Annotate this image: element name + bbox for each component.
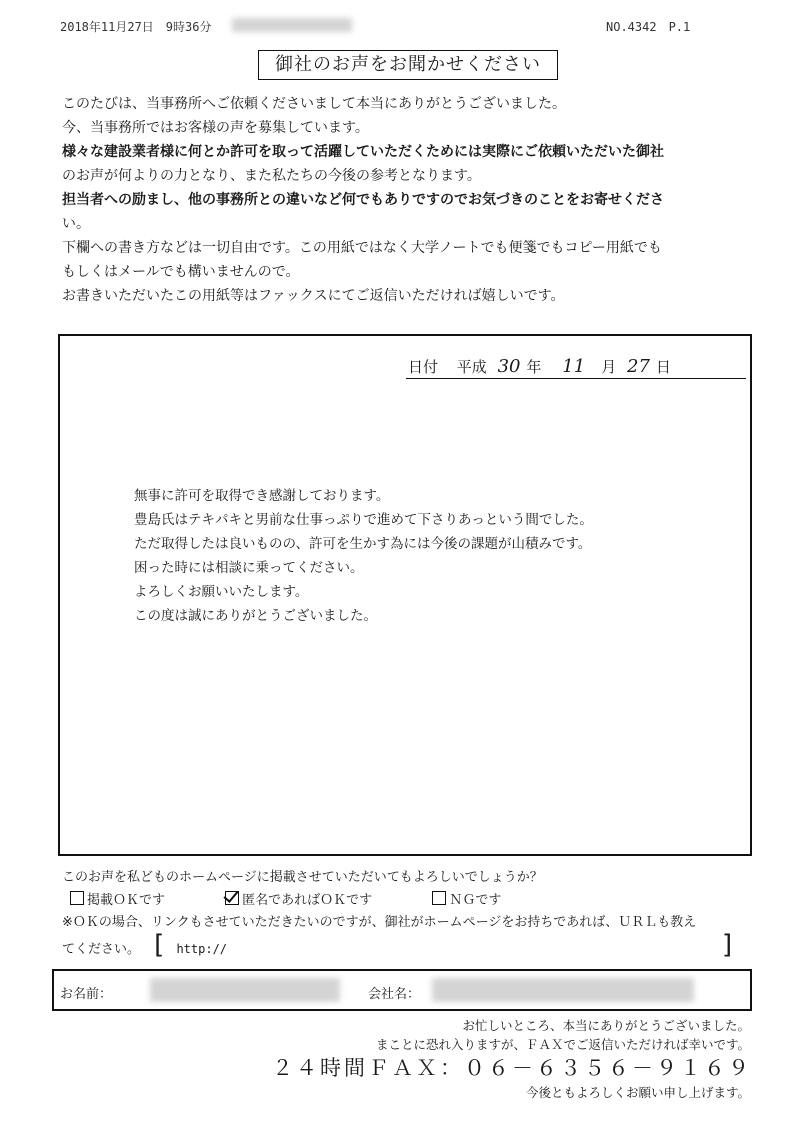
date-era: 平成 [456,358,487,376]
intro-line: 様々な建設業者様に何とか許可を取って活躍していただくためには実際にご依頼いただいた御社 [62,144,664,160]
url-note-text: てください。 [62,942,141,957]
url-note [62,912,762,961]
date-underline [406,378,746,379]
option-ng[interactable] [432,889,501,908]
option-label: 匿名であればＯＫです [242,893,373,908]
fax-datetime: 2018年11月27日 9時36分 [60,20,212,34]
intro-line: 担当者への励まし、他の事務所との違いなど何でもありですのでお気づきのことをお寄せくださ [62,192,664,208]
url-close-bracket: ] [722,930,733,960]
intro-line: 下欄への書き方などは一切自由です。この用紙ではなく大学ノートでも便箋でもコピー用紙でも [62,240,662,256]
footer-request: まことに恐れ入りますが、ＦＡＸでご返信いただければ幸いです。 [375,1037,750,1052]
url-note-line: ※ＯＫの場合、リンクもさせていただきたいのですが、御社がホームページをお持ちであれば、ＵＲＬも教え [62,915,697,930]
fax-number: ２４時間ＦＡＸ：０６－６３５６－９１６９ [272,1056,752,1080]
checkbox-anonymous-ok[interactable] [225,891,239,905]
intro-line: このたびは、当事務所へご依頼くださいまして本当にありがとうございました。 [62,96,566,112]
message-line: よろしくお願いいたします。 [134,584,309,600]
url-input[interactable]: http:// [176,942,228,956]
message-line: ただ取得したは良いものの、許可を生かす為には今後の課題が山積みです。 [134,536,592,552]
footer-thanks: お忙しいところ、本当にありがとうございました。 [462,1018,750,1033]
consent-options [70,889,557,908]
option-label: 掲載ＯＫです [87,893,166,908]
date-month-unit: 月 [601,358,617,376]
date-year[interactable]: 30 [497,356,521,377]
message-line: 豊島氏はテキパキと男前な仕事っぷりで進めて下さりあっという間でした。 [134,512,593,528]
date-label: 日付 [408,358,439,376]
date-month[interactable]: 11 [562,356,586,377]
doc-number: NO.4342 P.1 [606,20,691,34]
intro-line: のお声が何よりの力となり、また私たちの今後の参考となります。 [62,168,481,184]
message-line: 困った時には相談に乗ってください。 [134,560,364,576]
company-label: 会社名： [368,987,421,1002]
date-day-unit: 日 [655,358,671,376]
option-publish-ok[interactable] [70,889,165,908]
message-line: 無事に許可を取得でき感謝しております。 [134,488,390,504]
url-open-bracket: [ [154,930,165,960]
option-label: ＮＧです [449,893,502,908]
name-label: お名前： [60,987,113,1002]
intro-text [62,92,762,308]
intro-line: もしくはメールでも構いませんので。 [62,264,300,280]
checkbox-publish-ok[interactable] [70,891,84,905]
redacted-sender [232,18,352,32]
footer-closing: 今後ともよろしくお願い申し上げます。 [525,1085,750,1100]
consent-question: このお声を私どものホームページに掲載させていただいてもよろしいでしょうか？ [62,870,543,885]
url-note-line [62,930,762,961]
name-input[interactable] [150,978,340,1002]
intro-line: 今、当事務所ではお客様の声を募集しています。 [62,120,369,136]
page-title: 御社のお声をお聞かせください [258,50,558,80]
checkbox-ng[interactable] [432,891,446,905]
intro-line: い。 [62,216,90,232]
date-year-unit: 年 [526,358,542,376]
customer-message [134,484,694,628]
date-day[interactable]: 27 [627,356,650,377]
intro-line: お書きいただいたこの用紙等はファックスにてご返信いただければ嬉しいです。 [62,288,565,304]
company-input[interactable] [432,978,694,1002]
message-line: この度は誠にありがとうございました。 [134,608,377,624]
option-anonymous-ok[interactable] [225,889,372,908]
date-field [408,356,671,377]
